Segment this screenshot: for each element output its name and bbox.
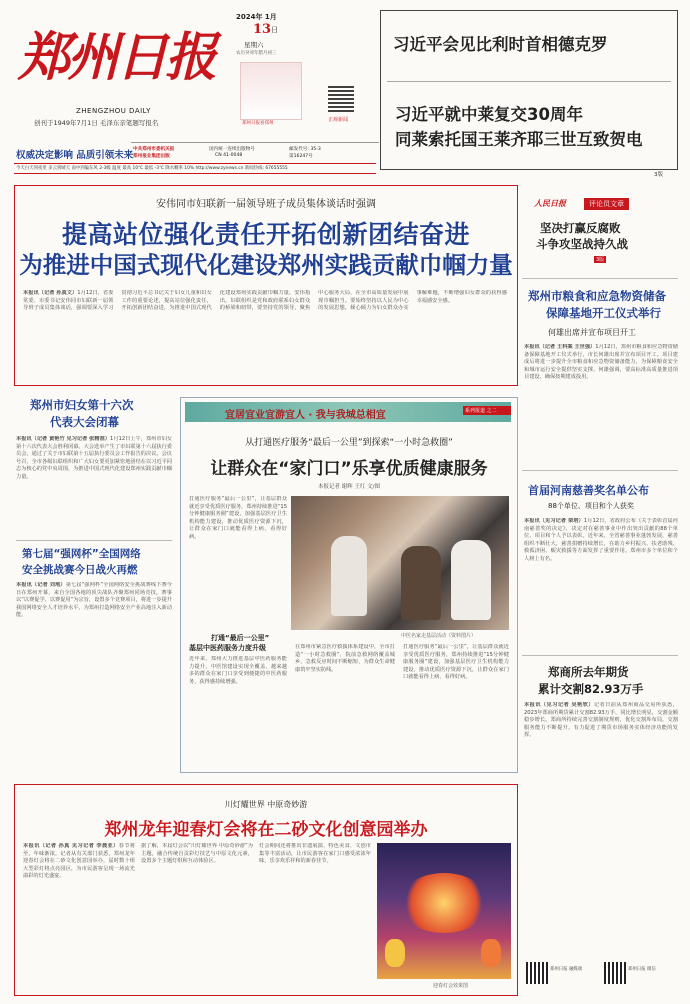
feature-subhead-2: 基层中医药服务力度升级 xyxy=(189,644,266,652)
qr-code-icon xyxy=(526,962,548,984)
photo-figure xyxy=(401,546,441,620)
app-promo-image xyxy=(240,62,302,120)
futures-byline: 本报讯（见习记者 吴艳欣） xyxy=(524,702,594,708)
lead-kicker: 安伟同市妇联新一届领导班子成员集体谈话时强调 xyxy=(156,199,376,210)
qr-caption: 正观新闻 xyxy=(328,117,349,123)
grain-body xyxy=(524,344,678,462)
lead-headline-2: 为推进中国式现代化建设郑州实践贡献巾帼力量 xyxy=(19,251,513,279)
org-line-1: 中共郑州市委机关报 xyxy=(133,147,175,152)
feature-byline: 本报记者 谢辉 王红 文/图 xyxy=(317,484,381,490)
lantern-box xyxy=(14,784,518,996)
women-headline-1: 郑州市妇女第十六次 xyxy=(30,398,134,412)
commentary-title-2: 斗争攻坚战持久战 xyxy=(536,237,628,251)
futures-headline-1: 郑商所去年期货 xyxy=(548,665,629,679)
masthead-founded: 创刊于1949年7月1日 毛泽东亲笔题写报名 xyxy=(34,119,159,127)
lead-body-text: 1月12日，省委常委、市委书记安伟同市妇联新一届领导班子成员集体谈话，强调要深入学习贯彻习近平总书记关于妇女儿童和妇女工作的重要论述，提高站位强化责任，开拓创新团结奋进，为推进中国式现代化建设郑州实践贡献巾帼力量。安伟指出，妇联组织是党和政府联系妇女群众的桥梁和纽带，要坚持党的领导，聚焦中心服务大局，在全市高质量发展中展现巾帼担当。要始终坚持以人民为中心的发展思想，倾心倾力为妇女群众办实事解难题，不断增强妇女群众的获得感幸福感安全感。 xyxy=(23,290,507,312)
lantern-dragon-shape xyxy=(399,873,489,933)
lead-story-box xyxy=(14,185,518,386)
lantern-body-3: 灯会期间还将推出非遗展演、特色美食、文创市集等丰富活动，让市民游客在家门口感受浓浓年味，乐享欢乐祥和的新春佳节。 xyxy=(259,843,371,865)
feature-body-2: 近年来，郑州大力推进基层中医药服务能力提升，中医馆建设实现全覆盖，越来越多的群众在家门口享受到便捷的中医药服务，获得感持续增强。 xyxy=(189,656,287,685)
feature-headline: 让群众在“家门口”乐享优质健康服务 xyxy=(210,459,488,479)
lead-headline-1: 提高站位强化责任开拓创新团结奋进 xyxy=(61,220,470,249)
women-body xyxy=(16,436,172,536)
feature-body-4: 打通医疗服务“最后一公里”，让基层群众就近享受优质医疗服务，郑州持续推进“15分钟健康服务圈”建设，加强基层医疗卫生机构能力建设，推动优质医疗资源下沉，让群众在家门口就能看得上病、看得好病。 xyxy=(403,644,509,681)
lantern-light xyxy=(481,939,501,967)
feature-banner-text: 宜居宜业宜游宜人 · 我与我城总相宜 xyxy=(225,410,386,421)
qr-code-icon xyxy=(604,962,626,984)
commentary-box xyxy=(524,194,678,272)
divider xyxy=(16,540,172,541)
feature-subhead-1: 打通“最后一公里” xyxy=(211,634,270,642)
date-year: 2024年 1月 xyxy=(236,13,277,21)
grain-body-text: 1月12日，郑州市粮食和应急物资储备保障基地开工仪式举行，市长何雄出席并宣布项目开工。项目建成后将进一步提升全市粮食和应急物资储备能力，为保障粮食安全和城市运行安全提供坚实支撑。何雄强调，要高标准高质量推进项目建设，确保按期建成投用。 xyxy=(524,344,678,381)
grain-headline-1: 郑州市粮食和应急物资储备 xyxy=(528,289,666,303)
date-suffix: 日 xyxy=(271,26,278,34)
app-caption: 郑州日报看郑州 xyxy=(242,121,274,126)
grain-byline: 本报讯（记者 王科案 王世强） xyxy=(524,344,596,350)
lead-body xyxy=(23,290,507,380)
women-headline-2: 代表大会闭幕 xyxy=(50,415,119,429)
divider xyxy=(522,655,678,656)
masthead-info-bar xyxy=(131,142,379,161)
futures-body-text: 记者日前从郑州商品交易所获悉，2023年郑商所期货累计交割82.93万手，同比增长明显，交割金额稳步增长。郑商所持续完善交割制度规则，优化交割库布局，交割服务能力不断提升，有力促进了期货市场服务实体经济功能的发挥。 xyxy=(524,702,678,739)
divider xyxy=(387,81,671,82)
feature-banner-tag: 系列报道 之二 xyxy=(463,406,511,415)
date-day: 13 xyxy=(253,22,272,37)
network-headline-1: 第七届“强网杯”全国网络 xyxy=(22,548,141,560)
top-headline-2: 习近平就中莱复交30周年 xyxy=(395,105,583,124)
feature-photo-caption: 中医名家走基层活动（资料图片） xyxy=(401,633,477,639)
feature-box xyxy=(180,397,518,773)
top-headlines-box xyxy=(380,10,678,170)
award-headline: 首届河南慈善奖名单公布 xyxy=(528,484,649,497)
org-line-2: 郑州报业集团出版 xyxy=(133,154,170,159)
masthead-slogan: 权威决定影响 品质引领未来 xyxy=(16,150,134,161)
lantern-photo xyxy=(377,843,511,979)
masthead xyxy=(14,10,376,168)
women-body-text: 1月12日上午，郑州市妇女第十六次代表大会胜利闭幕。大会选举产生了市妇联第十六届执行委员会，通过了关于市妇联第十五届执行委员会工作报告的决议。会议号召，全市各级妇联组织和广大妇女要更加紧密地团结在以习近平同志为核心的党中央周围，为推进中国式现代化建设郑州实践贡献巾帼力量。 xyxy=(16,436,172,480)
cn-number-value: CN 41-0048 xyxy=(215,153,243,158)
lantern-photo-caption: 迎春灯会效果图 xyxy=(433,983,469,989)
masthead-logo: 郑州日报 xyxy=(18,27,215,88)
masthead-english: ZHENGZHOU DAILY xyxy=(76,107,151,115)
lunar-date: 农历癸卯年腊月初三 xyxy=(236,51,277,56)
feature-body-3: 在郑州市紧急医疗救援体系建设中，全市打造“一小时急救圈”，院前急救网络覆盖城乡，急救反应时间不断缩短，为群众生命健康筑牢坚实防线。 xyxy=(295,644,395,673)
top-headlines-page-ref: 3版 xyxy=(654,172,663,178)
network-headline-2: 安全挑战赛今日战火再燃 xyxy=(22,564,138,576)
qr-code-icon xyxy=(328,86,354,112)
top-headline-1: 习近平会见比利时首相德克罗 xyxy=(393,35,608,54)
photo-figure xyxy=(451,540,491,620)
commentary-tag: 评论员文章 xyxy=(584,198,629,210)
lantern-headline: 郑州龙年迎春灯会将在二砂文化创意园举办 xyxy=(104,820,428,840)
feature-body-1: 打通医疗服务“最后一公里”，让基层群众就近享受优质医疗服务，郑州持续推进“15分钟健康服务圈”建设，加强基层医疗卫生机构能力建设，推动优质医疗资源下沉，让群众在家门口就能看得上病、看得好病。 xyxy=(189,496,287,540)
network-byline: 本报讯（记者 刘地） xyxy=(16,582,66,588)
photo-figure xyxy=(331,536,367,616)
qr-caption-1: 郑州日报 融媒端 xyxy=(550,967,583,972)
award-body xyxy=(524,518,678,652)
award-sub: 88个单位、项目和个人获奖 xyxy=(548,502,634,510)
commentary-brand: 人民日报 xyxy=(534,199,566,208)
divider xyxy=(522,470,678,471)
cn-number-label: 国内统一连续出版物号 xyxy=(209,147,255,152)
feature-kicker: 从打通医疗服务“最后一公里”到探索“一小时急救圈” xyxy=(245,438,453,448)
lantern-body-1 xyxy=(23,843,135,989)
weather-bar xyxy=(14,163,376,174)
commentary-title-1: 坚决打赢反腐败 xyxy=(540,221,621,235)
commentary-page-ref: 3版 xyxy=(596,257,605,263)
date-block xyxy=(236,10,304,128)
award-body-text: 1月12日，省政府公布《关于表彰首届河南慈善奖的决定》，决定对在慈善事业中作出突出贡献的88个单位、项目和个人予以表彰。近年来，全省慈善事业蓬勃发展，慈善组织不断壮大，慈善捐赠持续增长，在助力乡村振兴、扶老助残、救孤济困、赈灾救援等方面发挥了重要作用。郑州市多个单位和个人榜上有名。 xyxy=(524,518,678,562)
futures-body xyxy=(524,702,678,774)
network-body xyxy=(16,582,172,772)
grain-sub: 何雄出席并宣布项目开工 xyxy=(548,328,636,337)
grain-headline-2: 保障基地开工仪式举行 xyxy=(546,306,661,320)
weather-text: 今天白天到夜里 多云到晴天 南中到偏东风 2-3级 温度 最高 10℃ 最低 -3℃ 降水概率 10% http://www.zynews.cn 新闻热线: 67655555 xyxy=(16,166,288,171)
award-byline: 本报讯（见习记者 栾培） xyxy=(524,518,584,524)
weekday: 星期六 xyxy=(244,41,264,49)
lantern-byline: 本报讯（记者 孙真 见习记者 李晨亚） xyxy=(23,843,119,849)
top-headline-3: 同莱索托国王莱齐耶三世互致贺电 xyxy=(395,130,643,149)
lantern-light xyxy=(385,939,405,967)
post-code: 邮发代号: 35-3 xyxy=(289,147,321,152)
divider xyxy=(522,278,678,279)
lantern-kicker: 川灯耀世界 中原奇妙游 xyxy=(224,800,308,809)
lead-byline: 本报讯（记者 孙真文） xyxy=(23,290,78,296)
feature-photo xyxy=(291,496,509,630)
lantern-body-2: 据了解，本届灯会以“川灯耀世界 中原奇妙游”为主题，融合传统自贡彩灯技艺与中原文化元素，设置多个主题灯组和互动体验区。 xyxy=(141,843,253,865)
women-byline: 本报讯（记者 黄艳竹 见习记者 张精准） xyxy=(16,436,110,442)
futures-headline-2: 累计交割82.93万手 xyxy=(538,682,644,696)
feature-banner xyxy=(185,402,511,422)
qr-block xyxy=(314,10,370,128)
issue-number: 第16247号 xyxy=(289,154,313,159)
network-body-text: 第七届“强网杯”全国网络安全挑战赛线下赛今日在郑州开幕，来自全国各地的顶尖战队齐聚郑州同场竞技。赛事以“以赛促学、以赛促用”为宗旨，设置多个竞赛项目，将进一步提升我国网络安全人才培养水平，为郑州打造网络安全产业高地注入新动能。 xyxy=(16,582,172,619)
lantern-body-1-text: 春节将至，年味渐浓。记者从有关部门获悉，郑州龙年迎春灯会将在二砂文化创意园举办，届时数十组大型彩灯将点亮园区，为市民游客呈现一场流光溢彩的灯光盛宴。 xyxy=(23,843,135,880)
qr-caption-2: 郑州日报 微信 xyxy=(628,967,656,972)
